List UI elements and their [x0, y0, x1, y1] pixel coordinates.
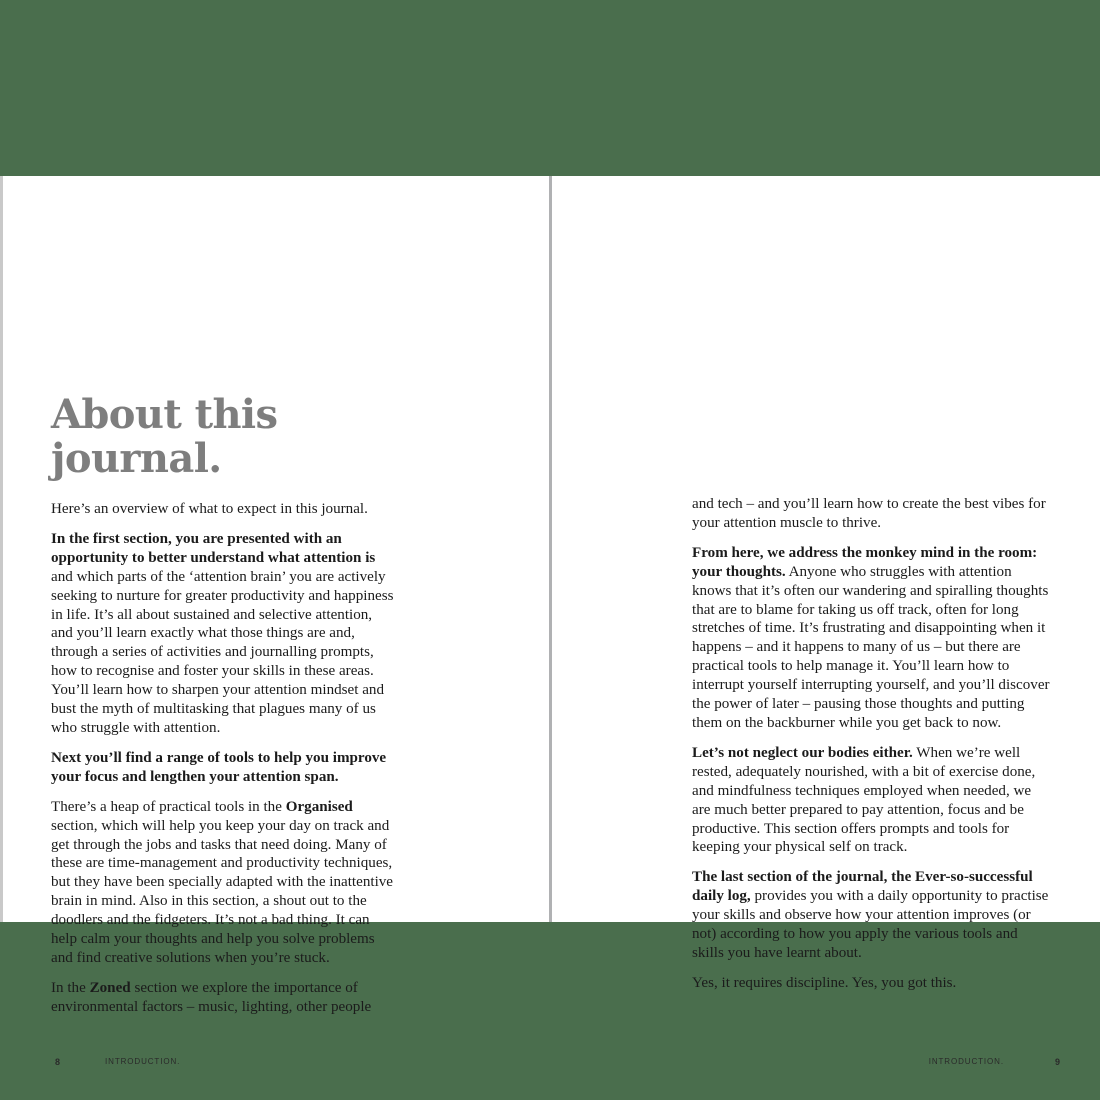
- p-intro: [51, 500, 395, 519]
- right-column-text: [692, 352, 1050, 993]
- text-run: Anyone who struggles with attention knows that it’s often our wandering and spiralling thoughts that are to blame for taking us off track, often for long stretches of time. It’s frustrating and disappointing when it happens – and it happens to many of us – but there are practical tools to help manage it. You’ll learn how to interrupt yourself interrupting yourself, and you’ll discover the power of later – pausing those thoughts and putting them on the backburner while you get back to now.: [692, 563, 1050, 731]
- p-daily-log: [692, 868, 1050, 963]
- page-left-content: [51, 352, 395, 1098]
- folio-left: [55, 1056, 180, 1068]
- p-zoned: [51, 979, 395, 1017]
- section-label: INTRODUCTION.: [105, 1057, 181, 1066]
- bold-run: Next you’ll find a range of tools to help you improve your focus and lengthen your attention span.: [51, 749, 387, 785]
- bold-run: Let’s not neglect our bodies either.: [692, 744, 913, 761]
- section-label: INTRODUCTION.: [928, 1057, 1004, 1066]
- bold-run: From here, we address the monkey mind in the room: your thoughts.: [692, 544, 1038, 580]
- text-run: Yes, it requires discipline. Yes, you got this.: [692, 974, 957, 991]
- page-number: 8: [55, 1057, 61, 1067]
- p-bodies: [692, 744, 1050, 857]
- bold-run: In the first section, you are presented with an opportunity to better understand what attention is: [51, 530, 376, 566]
- p-monkey-mind: [692, 544, 1050, 733]
- page-right-content: [692, 352, 1050, 1098]
- text-run: When we’re well rested, adequately nourished, with a bit of exercise done, and mindfulness techniques employed when needed, we are much better prepared to pay attention, focus and be productive. This section offers prompts and tools for keeping your physical self on track.: [692, 744, 1036, 856]
- left-column-text: [51, 481, 395, 1017]
- p-organised: [51, 798, 395, 968]
- p-next-tools: [51, 749, 395, 787]
- page-number: 9: [1054, 1057, 1060, 1067]
- bold-run: Organised: [285, 798, 353, 815]
- text-run: In the: [51, 979, 90, 996]
- page-left: [3, 352, 549, 1098]
- text-run: Here’s an overview of what to expect in this journal.: [51, 501, 368, 517]
- text-run: and tech – and you’ll learn how to create the best vibes for your attention muscle to thrive.: [692, 496, 1046, 531]
- book-spine-divider: [549, 176, 552, 922]
- folio-right: [929, 1056, 1060, 1068]
- p-first-section: [51, 530, 395, 738]
- text-run: provides you with a daily opportunity to practise your skills and observe how your attention improves (or not) according to how you apply the various tools and skills you have learnt about.: [692, 888, 1049, 961]
- page-edge-left: [0, 176, 3, 922]
- text-run: section, which will help you keep your day on track and get through the jobs and tasks that need doing. Many of these are time-management and productivity techniques, but they have been specially adapted with the inattentive brain in mind. Also in this section, a shout out to the doodlers and the fidgeters. It’s not a bad thing. It can help calm your thoughts and help you solve problems and find creative solutions when you’re stuck.: [51, 817, 394, 966]
- bold-run: Zoned: [89, 979, 131, 996]
- text-run: There’s a heap of practical tools in the: [51, 798, 286, 815]
- text-run: section we explore the importance of environmental factors – music, lighting, other people: [51, 979, 372, 1015]
- p-tech-continued: [692, 495, 1050, 533]
- page-right: [552, 352, 1100, 1098]
- bold-run: The last section of the journal, the Ever-so-successful daily log,: [692, 869, 1033, 905]
- page-title: About this journal.: [51, 391, 278, 482]
- text-run: and which parts of the ‘attention brain’ you are actively seeking to nurture for greater productivity and happiness in life. It’s all about sustained and selective attention, and you’ll learn exactly what those things are and, through a series of activities and journalling prompts, how to recognise and foster your skills in these areas. You’ll learn how to sharpen your attention mindset and bust the myth of multitasking that plagues many of us who struggle with attention.: [51, 568, 394, 736]
- p-discipline: [692, 974, 1050, 993]
